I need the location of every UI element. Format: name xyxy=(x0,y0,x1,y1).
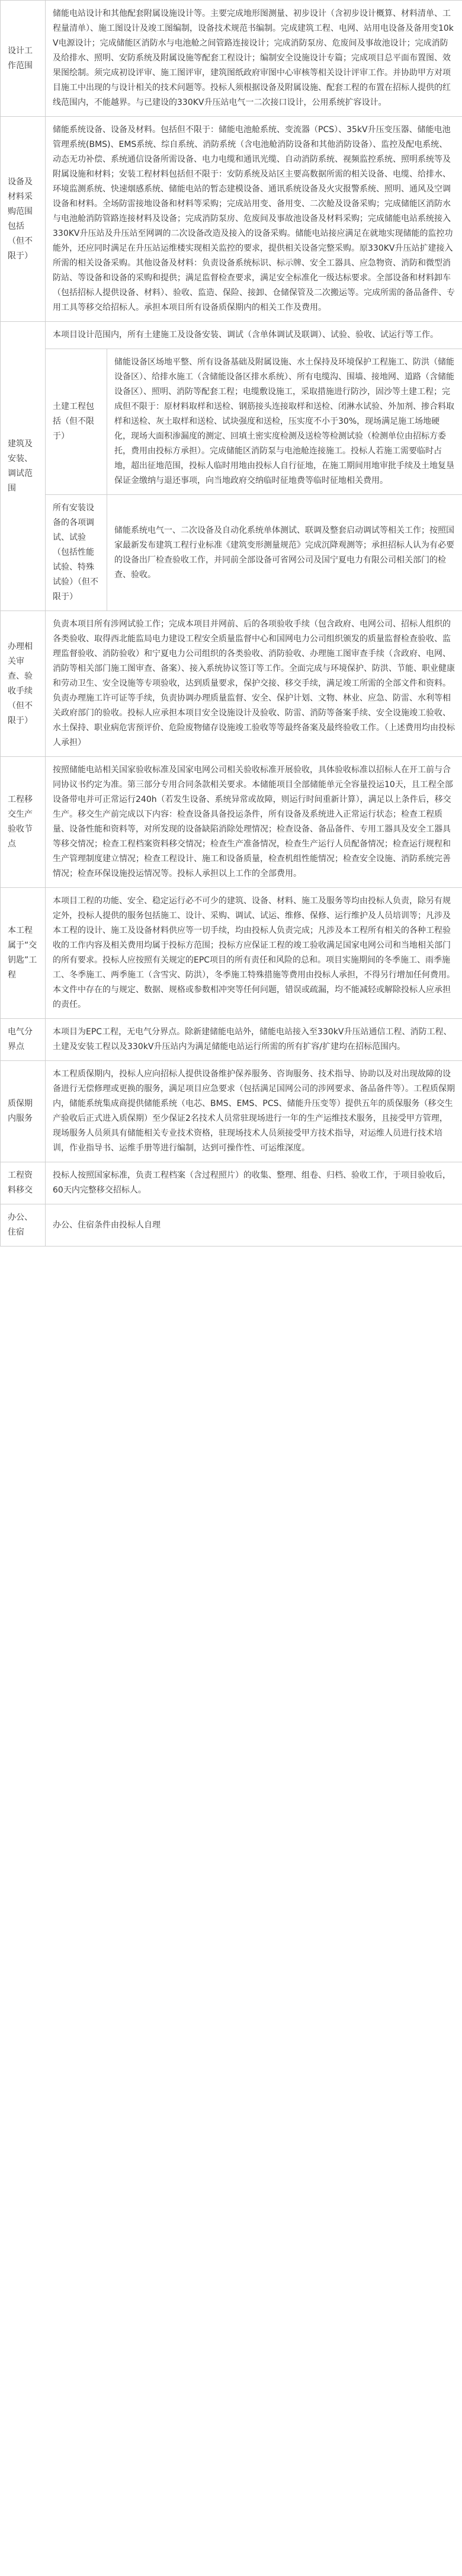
row-content: 本项目工程的功能、安全、稳定运行必不可少的建筑、设备、材料、施工及服务等均由投标人负责，除另有规定外，投标人提供的服务包括施工、设计、采购、调试、试运、维修、保修、运行维护及人员培训等；凡涉及本工程的设计、施工及设备材料供应等一切手续，均由投标人负责完成；凡涉及本工程所有相关的各种工程验收的工作内容及相关费用均属于投标方范围；投标方应保证工程的竣工验收满足国家电网公司和当地相关部门的所有要求。投标人应按照有关规定的EPC项目的所有责任和风险的总和。项目实施期间的冬季施工、雨季施工、冬季施工、两季施工（含雪灾、防洪），冬季施工特殊措施等费用由投标人承担，不得另行增加任何费用。本文件中存在的与规定、数据、规格或参数相冲突等任何问题，错误或疏漏，均不能减轻或解除投标人应承担的责任。 xyxy=(46,888,462,1019)
row-content: 办公、住宿条件由投标人自理 xyxy=(46,1204,462,1247)
row-handover-acceptance xyxy=(1,757,462,888)
row-approvals xyxy=(1,611,462,757)
row-label: 工程资料移交 xyxy=(1,1162,46,1204)
row-label: 办理相关审查、验收手续（但不限于） xyxy=(1,611,46,757)
row-label: 质保期内服务 xyxy=(1,1061,46,1162)
row-commissioning xyxy=(1,495,462,611)
row-content: 负责本项目所有涉网试验工作；完成本项目并网前、后的各项验收手续（包含政府、电网公司、招标人组织的各类验收、取得西北能监局电力建设工程安全质量监督中心和国网电力公司组织颁发的质量监督检查验收、监理监督验收、消防验收）和宁夏电力公司组织的各类验收、消防验收、办理施工图审查手续（含政府、电网、消防等相关部门施工图审查、备案）、接入系统协议签订等工作。全面完成与环境保护、防洪、节能、职业健康和劳动卫生、安全设施等专项验收，达到质量要求，保护交接、移交手续，满足竣工所需的全部文件和资料。负责办理施工许可证等手续，负责协调办理质量监督、安全、保护计划、文物、林业、应急、防雷、水利等相关政府部门的验收。投标人应承担本项目安全设施设计及验收、防雷、消防等备案手续、安全设施竣工验收、水土保持、职业病危害预评价、危险废物储存设施竣工验收等等最终备案及最终验收工作。（上述费用均由投标人承担） xyxy=(46,611,462,757)
row-electrical-boundary xyxy=(1,1019,462,1061)
row-turnkey xyxy=(1,888,462,1019)
row-label: 本工程属于“交钥匙”工程 xyxy=(1,888,46,1019)
row-label: 设计工作范围 xyxy=(1,1,46,117)
sub-label: 所有安装设备的各项调试、试验（包括性能试验、特殊试验）（但不限于） xyxy=(46,495,107,611)
row-procurement-scope xyxy=(1,117,462,322)
row-label: 建筑及安装、调试范围 xyxy=(1,322,46,611)
row-office-lodging xyxy=(1,1204,462,1247)
row-label: 设备及材料采购范围包括（但不限于） xyxy=(1,117,46,322)
row-content: 本工程质保期内，投标人应向招标人提供设备维护保养服务、咨询服务、技术指导、协助以及对出现故障的设备进行无偿修理或更换的服务，满足项目应急要求（包括满足国网公司的涉网要求、备品备件等）。工程质保期内，储能系统集成商提供储能系统（电芯、BMS、EMS、PCS、储能升压变等）提供五年的质保服务（移交生产验收后正式进入质保期）至少保证2名技术人员常驻现场进行一年的生产运维技术服务，且接受甲方管理，现场服务人员须具有储能相关专业技术资格，驻现场技术人员须接受甲方技术指导，对运维人员进行技术培训，作业指导书、运维手册等进行编制，达到可操作性、可运维深度。 xyxy=(46,1061,462,1162)
row-content: 储能电站设计和其他配套附属设施设计等。主要完成地形图测量、初步设计（含初步设计概算、材料清单、工程量清单）、施工图设计及竣工图编制，设备技术规范书编制。完成建筑工程、电网、站用电设备及备用变10kV电源设计；完成储能区消防水与电池舱之间管路连接设计；完成消防泵房、危废间及事故池设计；完成消防及给排水、照明、安防系统及附属设施等配套工程设计；编制安全设施设计专篇；完成项目总平面布置图、效果图绘制。须完成初设评审、施工图评审，建筑图纸政府审图中心审核等相关设计评审工作。并协助甲方对项目施工中出现的与设计相关的技术问题等。投标人须根据设备及附属设施、配套工程的布置在招标人提供的红线范围内，不能越界。与已建设的330KV升压站电气一二次接口设计，公用系统扩容设计。 xyxy=(46,1,462,117)
row-warranty-service xyxy=(1,1061,462,1162)
row-content: 储能系统设备、设备及材料。包括但不限于：储能电池舱系统、变流器（PCS）、35kV升压变压器、储能电池管理系统(BMS)、EMS系统、综自系统、消防系统（含电池舱消防设备和其他消防设备）、监控及配电系统、动态无功补偿、系统通信设备所需设备、电力电缆和通讯光缆、自动消防系统、视频监控系统、照明系统等及附属设施和材料；安装工程材料包括但不限于：安防系统及站区主要高数据所需的相关设备、电缆、给排水、环境监测系统、快速烟感系统、储能电站的暂态建模设备、通讯系统设备及火灾报警系统、照明、通风及空调设备和材料。全场防雷接地设备和材料等采购；完成站用变、备用变、二次舱及设备采购；完成储能区消防水与电池舱消防管路连接材料及设备；完成消防泵房、危废间及事故池设备及材料采购；完成储能电站系统接入330KV升压站及升压站至网调的二次设备改造及接入的设备采购。储能电站接应满足在就地实现储能的监控功能外，还应同时满足在升压站运维楼实现相关监控的要求，提供相关设备完整采购。原330KV升压站扩建接入所需的相关设备采购。其他设备及材料：负责设备系统标识、标示牌、安全工器具、应急物资、消防和微型消防站、等设备和设备的采购和提供；满足监督检查要求，满足安全标准化一级达标要求。全部设备和材料卸车（包括招标人提供设备、材料）、验收、监造、保险、接卸、仓储保管及二次搬运等。完成所需的备品备件、专用工具等移交给招标人。承担本项目所有设备质保期内的相关工作及费用。 xyxy=(46,117,462,322)
row-label: 电气分界点 xyxy=(1,1019,46,1061)
row-design-scope xyxy=(1,1,462,117)
row-construction-intro xyxy=(1,322,462,349)
row-label: 工程移交生产验收节点 xyxy=(1,757,46,888)
row-document-handover xyxy=(1,1162,462,1204)
row-content: 本项目为EPC工程，无电气分界点。除新建储能电站外，储能电站接入至330kV升压站通信工程、消防工程、土建及安装工程以及330kV升压站内为满足储能电站运行所需的所有扩容/扩建均在招标范围内。 xyxy=(46,1019,462,1061)
row-label: 办公、住宿 xyxy=(1,1204,46,1247)
sub-label: 土建工程包括（但不限于） xyxy=(46,349,107,495)
sub-content: 储能设备区场地平整、所有设备基础及附属设施、水土保持及环境保护工程施工、防洪（储能设备区）、给排水施工（含储能设备区排水系统）、所有电缆沟、围墙、接地网、道路（含储能设备区）、照明、消防等配套工程；电缆敷设施工，采取措施进行防沙，固沙等土建工程；完成但不限于：原材料取样和送检、钢筋接头连接取样和送检、闭淋水试验、外加剂、掺合料取样和送检、灰土取样和送检、试块强度和送检，压实度不小于30%，现场满足施工场地硬化，现场大面积渗漏度的测定、回填土密实度检测及送检等检测试验（检测单位由招标方委托，费用由投标方承担）。完成储能区消防泵与电池舱连接施工。投标人若施工需要临时占地，超出征地范围，投标人临时用地由投标人自行征地，在施工期间用地审批手续及土地复垦保证金缴纳与退还事项，向当地政府交纳临时征地费等临时征地相关费用。 xyxy=(107,349,462,495)
scope-table xyxy=(0,0,462,1247)
sub-content: 储能系统电气一、二次设备及自动化系统单体测试、联调及整套启动调试等相关工作；按照国家最新发布建筑工程行业标准《建筑变形测量规范》完成沉降观测等；承担招标人认为有必要的设备出厂检查验收工作，并同前全部设备可省网公司及国宁夏电力有限公司相关部门的检查、验收。 xyxy=(107,495,462,611)
row-content: 按照储能电站相关国家验收标准及国家电网公司相关验收标准开展验收，具体验收标准以招标人在开工前与合同协议书约定为准。第三部分专用合同条款相关要求。本储能项目全部储能单元全容量投运10天，且工程全部设备带电并可正常运行240h（若发生设备、系统异常或故障，则运行时间重新计算），满足以上条件后，移交生产。移交生产前完成以下内容：检查设备具备投运条件，所有设备及系统进入正常运行状态；检查工程质量、设备性能和资料等，对所发现的设备缺陷消除处理情况；检查设备、备品备件、专用工器具及安全工器具等移交情况；检查工程档案资料移交情况；检查生产准备情况，检查生产运行人员配备情况；检查运行规程和生产管理制度建立情况；检查工程设计、施工和设备质量，检查机组性能情况；检查安全设施、消防系统完善情况；检查环保设施投运情况等。投标人承担以上工作的全部费用。 xyxy=(46,757,462,888)
row-content: 投标人按照国家标准，负责工程档案（含过程照片）的收集、整理、组卷、归档、验收工作，于项目验收后，60天内完整移交招标人。 xyxy=(46,1162,462,1204)
row-civil-works xyxy=(1,349,462,495)
row-content: 本项目设计范围内，所有土建施工及设备安装、调试（含单体调试及联调）、试验、验收、试运行等工作。 xyxy=(46,322,462,349)
